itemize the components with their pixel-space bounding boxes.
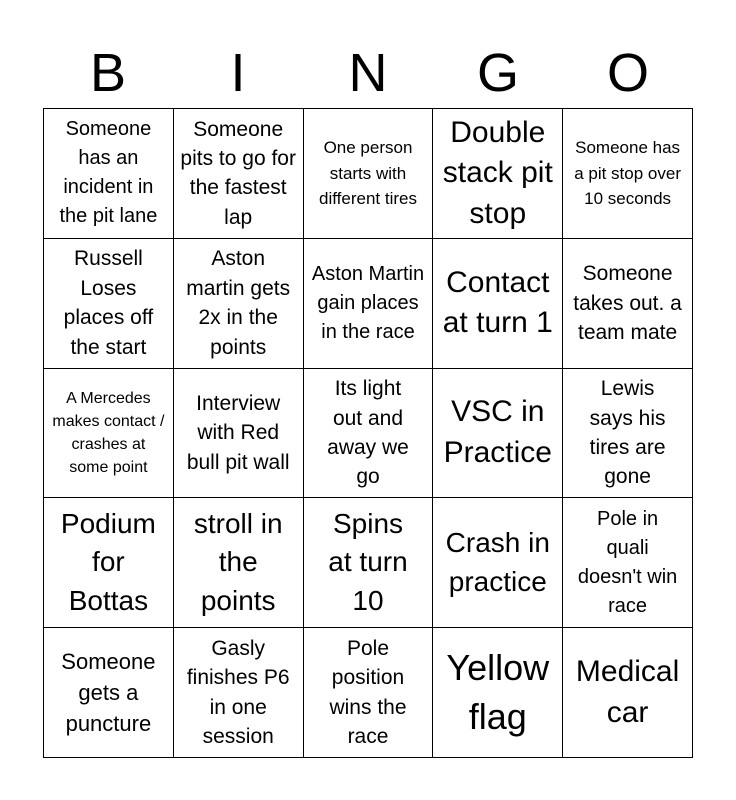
bingo-cell[interactable]: Gasly finishes P6 in one session [174,628,304,758]
bingo-cell[interactable]: Medical car [563,628,693,758]
bingo-cell[interactable]: stroll in the points [174,498,304,628]
bingo-cell[interactable]: Yellow flag [433,628,563,758]
bingo-cell[interactable]: Someone takes out. a team mate [563,239,693,369]
bingo-cell[interactable]: A Mercedes makes contact / crashes at some point [44,369,174,499]
header-letter-b: B [89,43,127,103]
bingo-cell[interactable]: Someone has a pit stop over 10 seconds [563,109,693,239]
bingo-cell[interactable]: Aston Martin gain places in the race [304,239,434,369]
bingo-cell[interactable]: Someone has an incident in the pit lane [44,109,174,239]
bingo-cell[interactable]: Someone pits to go for the fastest lap [174,109,304,239]
bingo-cell[interactable]: Pole in quali doesn't win race [563,498,693,628]
bingo-board [43,108,693,758]
header-letter-o: O [606,43,649,103]
bingo-cell[interactable]: Lewis says his tires are gone [563,369,693,499]
header-letter-i: I [230,43,246,103]
bingo-cell[interactable]: Pole position wins the race [304,628,434,758]
bingo-cell[interactable]: Someone gets a puncture [44,628,174,758]
bingo-cell[interactable]: Its light out and away we go [304,369,434,499]
bingo-cell[interactable]: Crash in practice [433,498,563,628]
bingo-cell[interactable]: One person starts with different tires [304,109,434,239]
header-letter-n: N [348,43,388,103]
bingo-cell[interactable]: Double stack pit stop [433,109,563,239]
bingo-cell[interactable]: Russell Loses places off the start [44,239,174,369]
bingo-cell[interactable]: Contact at turn 1 [433,239,563,369]
bingo-cell[interactable]: Podium for Bottas [44,498,174,628]
bingo-cell[interactable]: Interview with Red bull pit wall [174,369,304,499]
header-letter-g: G [476,43,519,103]
bingo-cell[interactable]: VSC in Practice [433,369,563,499]
bingo-cell[interactable]: Aston martin gets 2x in the points [174,239,304,369]
bingo-cell[interactable]: Spins at turn 10 [304,498,434,628]
bingo-header [43,40,693,106]
